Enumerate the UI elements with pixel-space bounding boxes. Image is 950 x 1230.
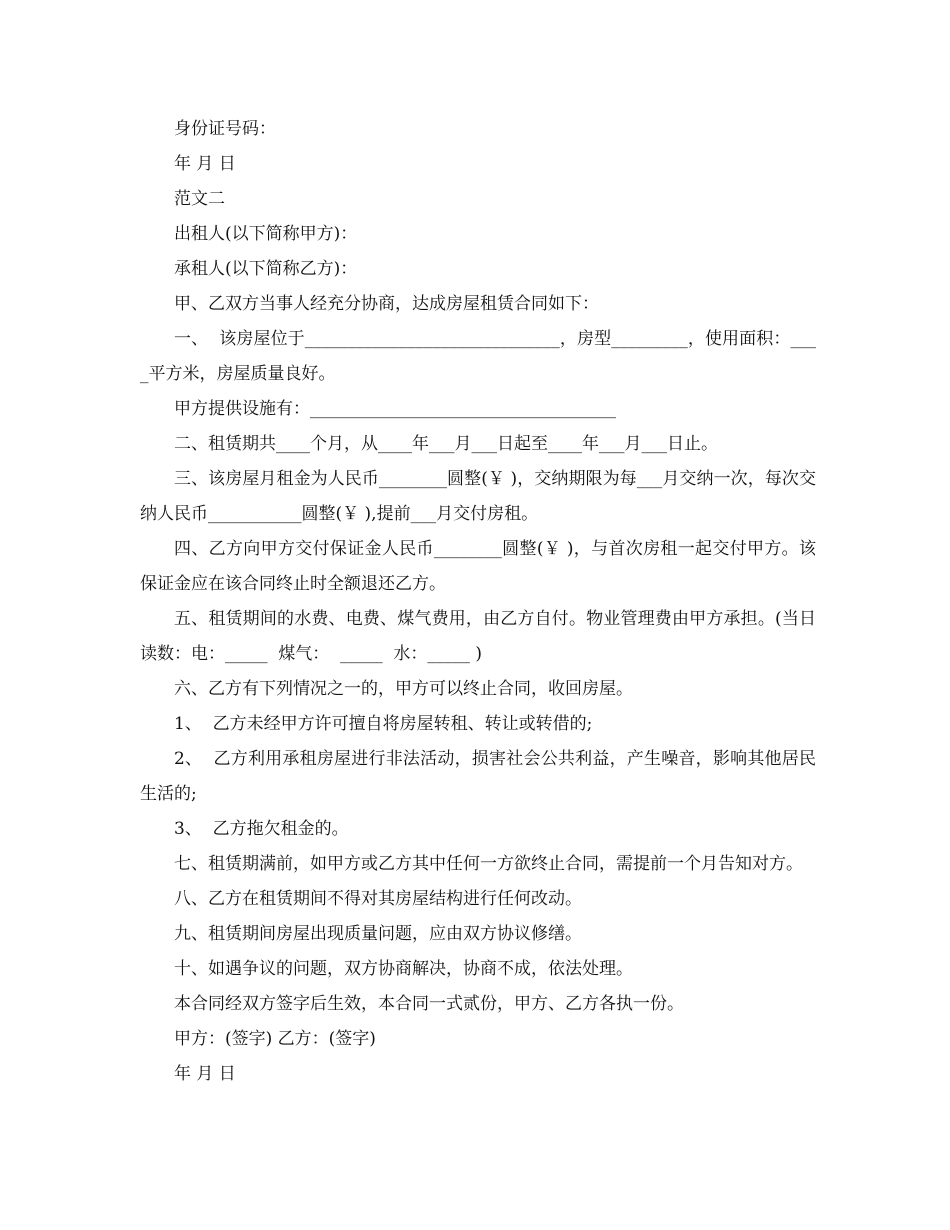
clause-9: 九、租赁期间房屋出现质量问题，应由双方协议修缮。 — [174, 924, 582, 944]
lessor-line: 出租人(以下简称甲方)： — [174, 224, 358, 244]
clause-6-item-1: 1、 乙方未经甲方许可擅自将房屋转租、转让或转借的; — [174, 714, 593, 734]
clause-6: 六、乙方有下列情况之一的，甲方可以终止合同，收回房屋。 — [174, 679, 633, 699]
clause-10: 十、如遇争议的问题，双方协商解决，协商不成，依法处理。 — [174, 959, 633, 979]
id-number-line: 身份证号码： — [174, 119, 276, 139]
clause-7: 七、租赁期满前，如甲方或乙方其中任何一方欲终止合同，需提前一个月告知对方。 — [174, 854, 803, 874]
signature-line: 甲方：(签字) 乙方：(签字) — [174, 1029, 376, 1049]
facilities-line: 甲方提供设施有：____________________________________ — [174, 399, 616, 419]
clause-2: 二、租赁期共____个月，从____年___月___日起至____年___月___日止。 — [174, 434, 718, 454]
clause-1: 一、 该房屋位于______________________________，房型_________，使用面积：____平方米，房屋质量良好。 — [140, 329, 816, 384]
clause-4: 四、乙方向甲方交付保证金人民币________圆整(￥ )，与首次房租一起交付甲方。该保证金应在该合同终止时全额退还乙方。 — [140, 539, 816, 594]
document-body — [140, 112, 816, 1092]
effective-clause: 本合同经双方签字后生效，本合同一式贰份，甲方、乙方各执一份。 — [174, 994, 684, 1014]
clause-6-item-2: 2、 乙方利用承租房屋进行非法活动，损害社会公共利益，产生噪音，影响其他居民生活的; — [140, 749, 816, 804]
preamble: 甲、乙双方当事人经充分协商，达成房屋租赁合同如下： — [174, 294, 599, 314]
clause-5: 五、租赁期间的水费、电费、煤气费用，由乙方自付。物业管理费由甲方承担。(当日读数：电：_____ 煤气： _____ 水：_____ ) — [140, 609, 816, 664]
clause-6-item-3: 3、 乙方拖欠租金的。 — [174, 819, 349, 839]
clause-3: 三、该房屋月租金为人民币________圆整(￥ )，交纳期限为每___月交纳一次，每次交纳人民币___________圆整(￥ ),提前___月交付房租。 — [140, 469, 816, 524]
closing-date-line: 年 月 日 — [174, 1064, 236, 1084]
sample-title: 范文二 — [174, 189, 225, 209]
lessee-line: 承租人(以下简称乙方)： — [174, 259, 358, 279]
date-line: 年 月 日 — [174, 154, 236, 174]
clause-8: 八、乙方在租赁期间不得对其房屋结构进行任何改动。 — [174, 889, 582, 909]
